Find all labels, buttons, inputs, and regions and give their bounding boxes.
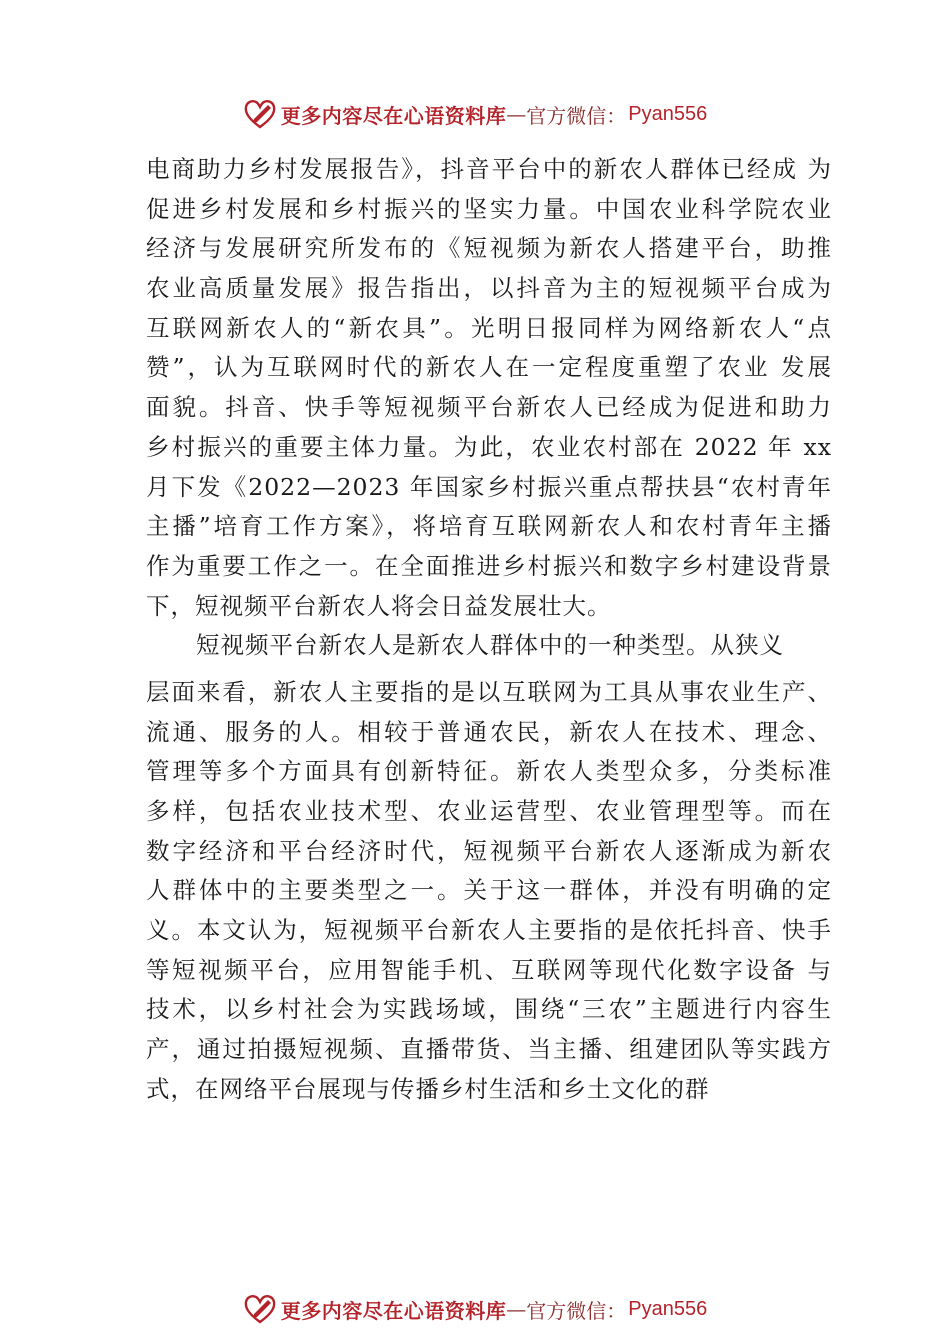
text-line: 等短视频平台，应用智能手机、互联网等现代化数字设备 与 [146,955,832,984]
footer-wechat-id: Pyan556 [628,1297,708,1320]
header-banner [0,94,950,134]
text-line: 技术，以乡村社会为实践场域，围绕“三农”主题进行内容生 [146,995,832,1024]
heart-pen-logo-icon [243,97,277,131]
text-line: 电商助力乡村发展报告》，抖音平台中的新农人群体已经成 为 [146,155,832,183]
text-line: 式，在网络平台展现与传播乡村生活和乡土文化的群 [146,1074,710,1103]
text-line: 数字经济和平台经济时代，短视频平台新农人逐渐成为新农 [146,836,832,865]
header-wechat-label: 官方微信： [526,103,627,128]
text-line: 乡村振兴的重要主体力量。为此，农业农村部在 2022 年 xx [146,432,832,461]
text-line: 促进乡村发展和乡村振兴的坚实力量。中国农业科学院农业 [146,194,832,223]
text-line: 面貌。抖音、快手等短视频平台新农人已经成为促进和助力 [146,393,832,422]
heart-pen-logo-icon [243,1292,277,1326]
text-line: 经济与发展研究所发布的《短视频为新农人搭建平台，助推 [146,234,832,263]
text-line: 互联网新农人的“新农具”。光明日报同样为网络新农人“点 [146,313,832,342]
footer-brand-text: 更多内容尽在心语资料库 [280,1298,507,1323]
text-line: 作为重要工作之一。在全面推进乡村振兴和数字乡村建设背景 [146,551,832,580]
header-wechat-id: Pyan556 [628,102,708,125]
text-line: 多样，包括农业技术型、农业运营型、农业管理型等。而在 [146,797,832,825]
text-line: 农业高质量发展》报告指出，以抖音为主的短视频平台成为 [146,274,832,303]
text-line: 主播”培育工作方案》，将培育互联网新农人和农村青年主播 [146,512,832,541]
text-line: 人群体中的主要类型之一。关于这一群体，并没有明确的定 [146,876,832,905]
footer-separator: — [506,1297,527,1321]
text-line: 产，通过拍摄短视频、直播带货、当主播、组建团队等实践方 [146,1035,832,1064]
text-line: 流通、服务的人。相较于普通农民，新农人在技术、理念、 [146,717,832,746]
document-body [146,150,832,1110]
footer-wechat-label: 官方微信： [526,1298,627,1323]
paragraph-2 [146,626,832,1109]
paragraph-1 [146,150,832,626]
footer-banner [0,1289,950,1329]
text-line: 短视频平台新农人是新农人群体中的一种类型。从狭义 [196,631,784,660]
text-line: 赞”，认为互联网时代的新农人在一定程度重塑了农业 发展 [146,353,832,382]
header-brand-text: 更多内容尽在心语资料库 [280,103,507,128]
text-line: 管理等多个方面具有创新特征。新农人类型众多，分类标准 [146,757,832,786]
text-line: 下，短视频平台新农人将会日益发展壮大。 [146,591,612,620]
text-line: 义。本文认为，短视频平台新农人主要指的是依托抖音、快手 [146,916,832,945]
header-separator: — [506,102,527,126]
text-line: 层面来看，新农人主要指的是以互联网为工具从事农业生产、 [146,677,832,706]
text-line: 月下发《2022—2023 年国家乡村振兴重点帮扶县“农村青年 [146,472,832,501]
